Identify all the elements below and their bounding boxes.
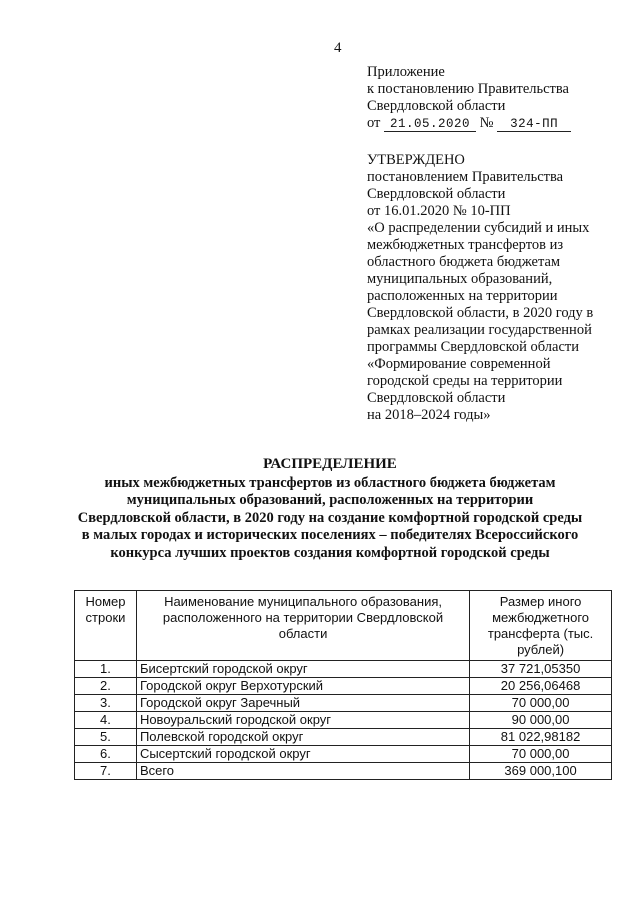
row-number: 4. [75, 712, 137, 729]
decree-number: 324-ПП [497, 117, 571, 132]
page-number: 4 [334, 40, 342, 56]
title-line: иных межбюджетных трансфертов из областного бюджета бюджетам [104, 474, 556, 491]
approved-line: Свердловской области [367, 186, 506, 202]
transfer-amount: 70 000,00 [470, 695, 612, 712]
approved-line: «Формирование современной [367, 356, 551, 372]
municipality-name: Бисертский городской округ [136, 661, 469, 678]
approved-line: Свердловской области, в 2020 году в [367, 305, 594, 321]
title-line: муниципальных образований, расположенных на территории [126, 492, 534, 508]
table-row [75, 695, 612, 712]
approved-line: Свердловской области [367, 390, 506, 406]
row-number: 3. [75, 695, 137, 712]
appendix-line: Свердловской области [367, 98, 506, 114]
title-line: Свердловской области, в 2020 году на создание комфортной городской среды [77, 509, 583, 526]
date-prefix: от [367, 115, 381, 131]
distribution-table [74, 590, 612, 780]
row-number: 7. [75, 763, 137, 780]
municipality-name: Городской округ Заречный [136, 695, 469, 712]
approved-block [367, 152, 617, 424]
number-prefix: № [479, 115, 494, 131]
municipality-name: Всего [136, 763, 469, 780]
table-row [75, 729, 612, 746]
approved-line: областного бюджета бюджетам [367, 254, 561, 270]
municipality-name: Сысертский городской округ [136, 746, 469, 763]
transfer-amount: 81 022,98182 [470, 729, 612, 746]
header-amount: Размер иного межбюджетного трансферта (тыс. рублей) [470, 591, 612, 661]
header-municipality: Наименование муниципального образования, расположенного на территории Свердловской области [136, 591, 469, 661]
table-header-row [75, 591, 612, 661]
title-line: в малых городах и исторических поселениях – победителях Всероссийского [81, 527, 579, 543]
document-title [60, 456, 600, 562]
approved-line: УТВЕРЖДЕНО [367, 152, 465, 168]
municipality-name: Новоуральский городской округ [136, 712, 469, 729]
table-row [75, 678, 612, 695]
table-row [75, 712, 612, 729]
title-line: конкурса лучших проектов создания комфортной городской среды [110, 544, 550, 561]
approved-line: «О распределении субсидий и иных [367, 220, 590, 236]
approved-line: на 2018–2024 годы» [367, 407, 491, 423]
row-number: 6. [75, 746, 137, 763]
transfer-amount: 20 256,06468 [470, 678, 612, 695]
appendix-line: Приложение [367, 64, 445, 80]
approved-line: программы Свердловской области [367, 339, 580, 355]
appendix-header [367, 64, 617, 132]
approved-line: постановлением Правительства [367, 169, 564, 185]
appendix-line: к постановлению Правительства [367, 81, 569, 97]
row-number: 5. [75, 729, 137, 746]
approved-line: городской среды на территории [367, 373, 563, 389]
municipality-name: Городской округ Верхотурский [136, 678, 469, 695]
row-number: 2. [75, 678, 137, 695]
table-row-total [75, 763, 612, 780]
municipality-name: Полевской городской округ [136, 729, 469, 746]
table-row [75, 661, 612, 678]
approved-line: рамках реализации государственной [367, 322, 592, 338]
appendix-date-line [367, 115, 617, 132]
transfer-amount: 37 721,05350 [470, 661, 612, 678]
row-number: 1. [75, 661, 137, 678]
approved-line: расположенных на территории [367, 288, 558, 304]
table-row [75, 746, 612, 763]
approved-line: межбюджетных трансфертов из [367, 237, 564, 253]
transfer-amount: 90 000,00 [470, 712, 612, 729]
transfer-amount: 70 000,00 [470, 746, 612, 763]
approved-line: от 16.01.2020 № 10-ПП [367, 203, 511, 219]
header-row-number: Номер строки [75, 591, 137, 661]
approved-line: муниципальных образований, [367, 271, 553, 287]
transfer-amount: 369 000,100 [470, 763, 612, 780]
decree-date: 21.05.2020 [384, 117, 476, 132]
title-main: РАСПРЕДЕЛЕНИЕ [263, 456, 397, 472]
